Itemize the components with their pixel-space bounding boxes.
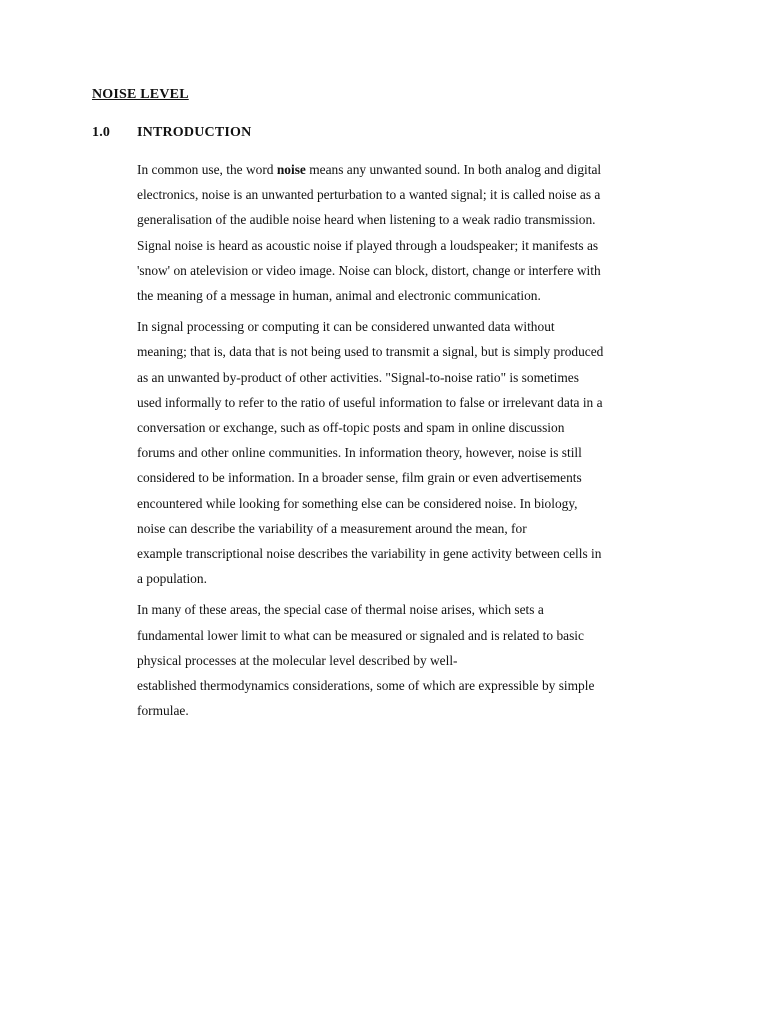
text-run: means any unwanted sound. In both analog and digital	[305, 162, 602, 177]
paragraph-line: considered to be information. In a broader sense, film grain or even advertisements	[137, 470, 582, 486]
paragraph-line: In signal processing or computing it can be considered unwanted data without	[137, 319, 555, 335]
paragraph-line: encountered while looking for something else can be considered noise. In biology,	[137, 495, 578, 511]
paragraph-line: established thermodynamics considerations, some of which are expressible by simple	[137, 678, 595, 694]
paragraph-line: meaning; that is, data that is not being used to transmit a signal, but is simply produced	[137, 344, 604, 360]
paragraph-line: physical processes at the molecular level described by well-	[137, 652, 458, 668]
paragraph-line: the meaning of a message in human, animal and electronic communication.	[137, 288, 541, 304]
paragraph-line: as an unwanted by-product of other activities. "Signal-to-noise ratio" is sometimes	[137, 369, 579, 385]
paragraph-line: conversation or exchange, such as off-topic posts and spam in online discussion	[137, 420, 565, 436]
paragraph-line: example transcriptional noise describes the variability in gene activity between cells in	[137, 546, 602, 562]
paragraph-line: 'snow' on atelevision or video image. Noise can block, distort, change or interfere with	[137, 262, 601, 278]
paragraph-line: used informally to refer to the ratio of useful information to false or irrelevant data in a	[137, 394, 603, 410]
section-title: INTRODUCTION	[137, 125, 252, 140]
text-run: In common use, the word	[137, 162, 277, 177]
paragraph-1	[137, 157, 682, 308]
section-number: 1.0	[92, 125, 111, 140]
paragraph-2	[137, 314, 682, 591]
paragraph-line: In many of these areas, the special case of thermal noise arises, which sets a	[137, 602, 544, 618]
bold-term-noise: noise	[276, 162, 306, 177]
section-heading	[92, 124, 251, 142]
body-text	[137, 157, 682, 729]
paragraph-line: fundamental lower limit to what can be measured or signaled and is related to basic	[137, 627, 584, 643]
paragraph-line: forums and other online communities. In information theory, however, noise is still	[137, 445, 582, 461]
paragraph-line: noise can describe the variability of a measurement around the mean, for	[137, 520, 527, 536]
paragraph-line: generalisation of the audible noise heard when listening to a weak radio transmission.	[137, 212, 596, 228]
paragraph-1-line-1	[137, 157, 682, 182]
paragraph-line: a population.	[137, 571, 207, 587]
paragraph-3	[137, 597, 682, 723]
document-title: NOISE LEVEL	[92, 87, 189, 102]
paragraph-line: electronics, noise is an unwanted perturbation to a wanted signal; it is called noise as a	[137, 187, 601, 203]
paragraph-line: Signal noise is heard as acoustic noise if played through a loudspeaker; it manifests as	[137, 237, 599, 253]
paragraph-line: formulae.	[137, 703, 189, 719]
